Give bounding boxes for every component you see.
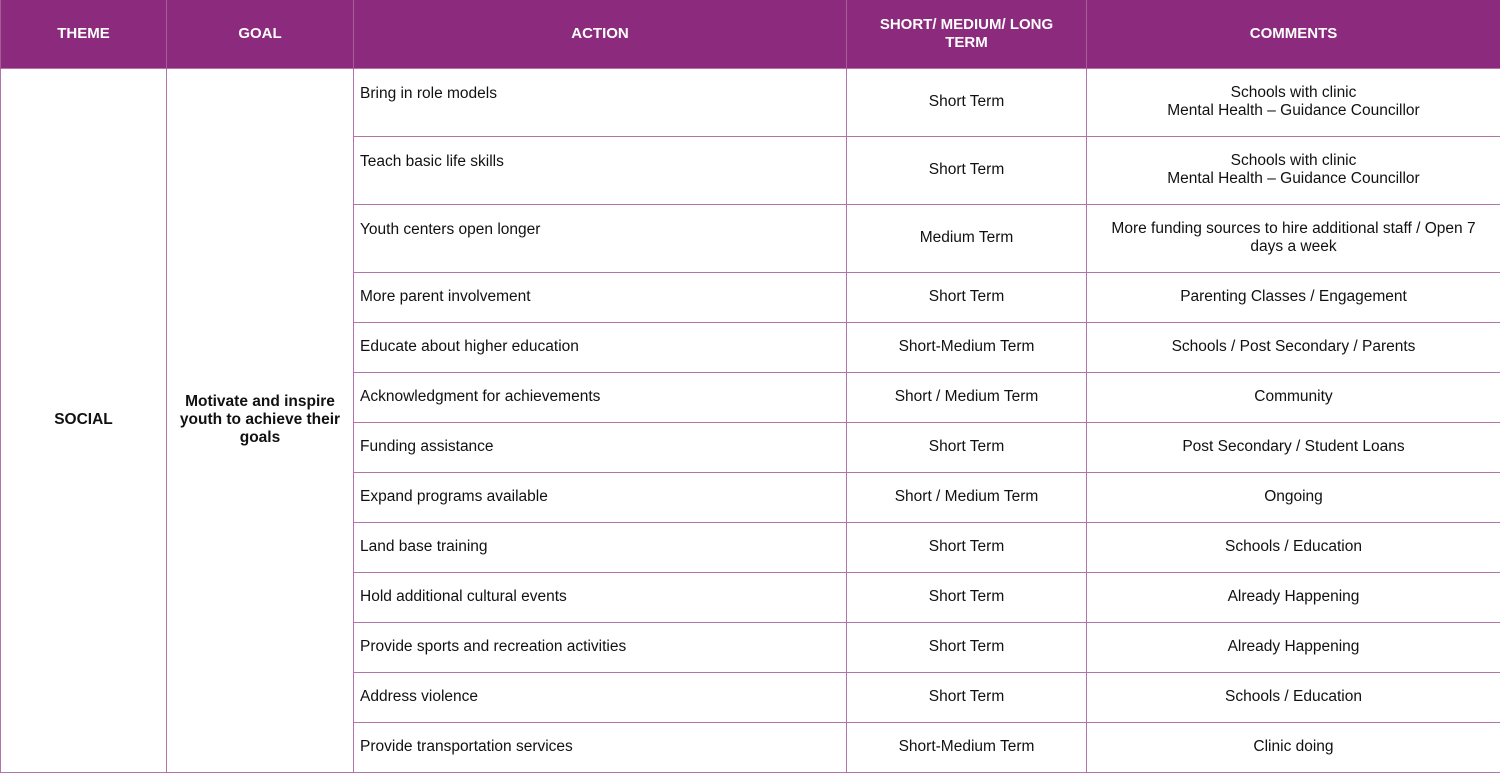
comment-cell	[1087, 422, 1500, 472]
action-cell: Bring in role models	[354, 68, 847, 136]
comment-line: Mental Health – Guidance Councillor	[1105, 170, 1482, 188]
comment-cell	[1087, 672, 1500, 722]
comment-line: Already Happening	[1105, 638, 1482, 656]
term-cell: Short Term	[847, 672, 1087, 722]
comment-line: Clinic doing	[1105, 738, 1482, 756]
term-cell: Short Term	[847, 422, 1087, 472]
action-cell: Funding assistance	[354, 422, 847, 472]
comment-line: Post Secondary / Student Loans	[1105, 438, 1482, 456]
term-cell: Short / Medium Term	[847, 372, 1087, 422]
theme-cell: SOCIAL	[1, 68, 167, 772]
comment-cell	[1087, 322, 1500, 372]
header-action: ACTION	[354, 0, 847, 68]
term-cell: Medium Term	[847, 204, 1087, 272]
action-cell: Youth centers open longer	[354, 204, 847, 272]
action-cell: Expand programs available	[354, 472, 847, 522]
header-term: SHORT/ MEDIUM/ LONG TERM	[847, 0, 1087, 68]
action-cell: Land base training	[354, 522, 847, 572]
term-cell: Short-Medium Term	[847, 722, 1087, 772]
comment-cell	[1087, 136, 1500, 204]
comment-line: Schools / Post Secondary / Parents	[1105, 338, 1482, 356]
comment-cell	[1087, 722, 1500, 772]
term-cell: Short Term	[847, 572, 1087, 622]
goal-cell: Motivate and inspire youth to achieve their goals	[167, 68, 354, 772]
action-cell: Provide sports and recreation activities	[354, 622, 847, 672]
action-cell: More parent involvement	[354, 272, 847, 322]
comment-cell	[1087, 572, 1500, 622]
comment-line: Ongoing	[1105, 488, 1482, 506]
comment-line: Community	[1105, 388, 1482, 406]
comment-line: Schools / Education	[1105, 688, 1482, 706]
header-theme: THEME	[1, 0, 167, 68]
term-cell: Short Term	[847, 622, 1087, 672]
comment-line: Parenting Classes / Engagement	[1105, 288, 1482, 306]
term-cell: Short Term	[847, 272, 1087, 322]
action-cell: Provide transportation services	[354, 722, 847, 772]
comment-cell	[1087, 522, 1500, 572]
header-row	[1, 0, 1500, 68]
comment-line: Mental Health – Guidance Councillor	[1105, 102, 1482, 120]
term-cell: Short-Medium Term	[847, 322, 1087, 372]
header-comments: COMMENTS	[1087, 0, 1500, 68]
action-cell: Educate about higher education	[354, 322, 847, 372]
action-cell: Address violence	[354, 672, 847, 722]
action-cell: Teach basic life skills	[354, 136, 847, 204]
header-goal: GOAL	[167, 0, 354, 68]
comment-cell	[1087, 204, 1500, 272]
term-cell: Short Term	[847, 136, 1087, 204]
action-cell: Acknowledgment for achievements	[354, 372, 847, 422]
term-cell: Short Term	[847, 522, 1087, 572]
comment-cell	[1087, 472, 1500, 522]
comment-cell	[1087, 372, 1500, 422]
comment-cell	[1087, 68, 1500, 136]
action-cell: Hold additional cultural events	[354, 572, 847, 622]
comment-line: Schools with clinic	[1105, 152, 1482, 170]
comment-cell	[1087, 272, 1500, 322]
table-body	[1, 68, 1500, 772]
comment-line: Already Happening	[1105, 588, 1482, 606]
comment-line: Schools / Education	[1105, 538, 1482, 556]
comment-line: Schools with clinic	[1105, 84, 1482, 102]
term-cell: Short / Medium Term	[847, 472, 1087, 522]
term-cell: Short Term	[847, 68, 1087, 136]
comment-cell	[1087, 622, 1500, 672]
comment-line: More funding sources to hire additional staff / Open 7 days a week	[1105, 220, 1482, 256]
table-row	[1, 68, 1500, 136]
